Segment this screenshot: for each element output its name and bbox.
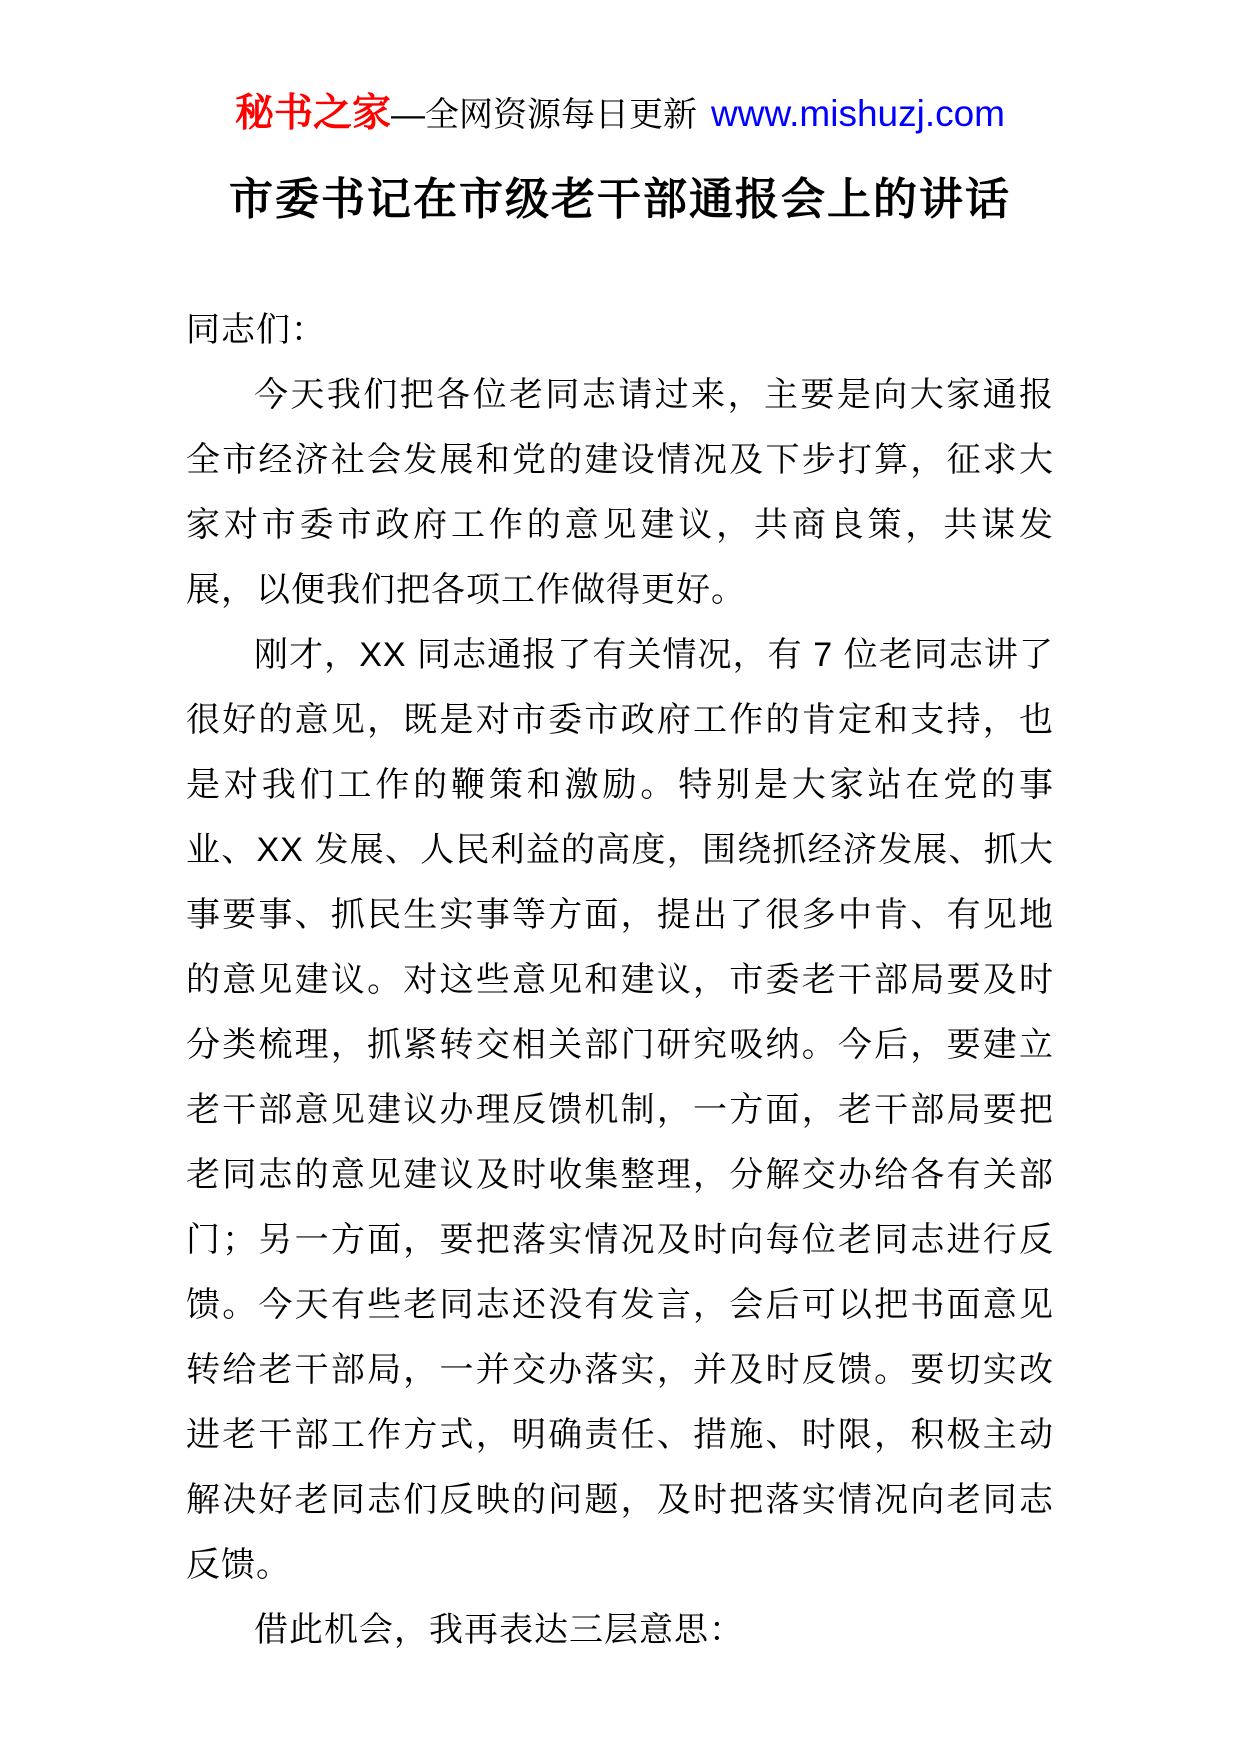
site-url-link[interactable]: www.mishuzj.com (711, 93, 1005, 134)
site-tagline: 全网资源每日更新 (425, 96, 697, 134)
paragraph: 同志们： (186, 311, 326, 349)
paragraph: 刚才，XX 同志通报了有关情况，有 7 位老同志讲了很好的意见，既是对市委市政府工作的肯定和支持，也是对我们工作的鞭策和激励。特别是大家站在党的事业、XX 发展、人民利益的高度，围绕抓经济发展、抓大事要事、抓民生实事等方面，提出了很多中肯、有见地的意见建议。对这些意见和建议，市委老干部局要及时分类梳理，抓紧转交相关部门研究吸纳。今后，要建立老干部意见建议办理反馈机制，一方面，老干部局要把老同志的意见建议及时收集整理，分解交办给各有关部门；另一方面，要把落实情况及时向每位老同志进行反馈。今天有些老同志还没有发言，会后可以把书面意见转给老干部局，一并交办落实，并及时反馈。要切实改进老干部工作方式，明确责任、措施、时限，积极主动解决好老同志们反映的问题，及时把落实情况向老同志反馈。 (186, 636, 1054, 1584)
document-title: 市委书记在市级老干部通报会上的讲话 (229, 175, 1011, 224)
header-separator: — (391, 96, 425, 134)
paragraph: 借此机会，我再表达三层意思： (254, 1611, 744, 1649)
paragraph: 今天我们把各位老同志请过来，主要是向大家通报全市经济社会发展和党的建设情况及下步打算，征求大家对市委市政府工作的意见建议，共商良策，共谋发展，以便我们把各项工作做得更好。 (186, 376, 1054, 609)
site-name: 秘书之家 (234, 92, 391, 135)
document-body (186, 298, 1054, 1663)
site-header (0, 0, 1240, 146)
